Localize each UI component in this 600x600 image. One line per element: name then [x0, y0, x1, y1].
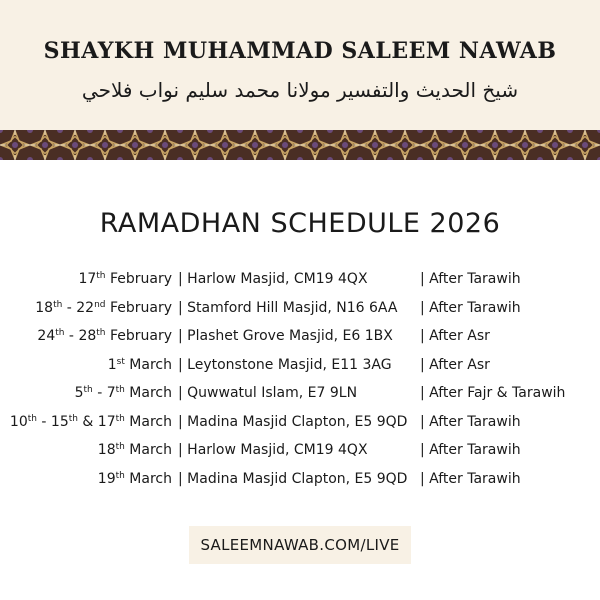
geometric-pattern-band	[0, 130, 600, 160]
date-suffix-start: th	[115, 470, 125, 481]
date-day-end: 15	[50, 413, 69, 430]
date-suffix-end: th	[68, 413, 78, 424]
time-cell: | After Tarawih	[420, 299, 521, 316]
date-separator: -	[92, 385, 107, 401]
date-cell	[75, 385, 172, 401]
date-month: March	[124, 442, 172, 458]
website-link[interactable]: SALEEMNAWAB.COM/LIVE	[189, 526, 411, 564]
schedule-row	[0, 379, 600, 408]
date-suffix-start: th	[55, 328, 65, 338]
venue-cell: | Madina Masjid Clapton, E5 9QD	[178, 413, 408, 430]
schedule-row	[0, 351, 600, 380]
date-day-start: 18	[97, 442, 116, 458]
date-day-start: 19	[97, 470, 116, 487]
venue-cell: | Harlow Masjid, CM19 4QX	[178, 271, 368, 287]
date-day-start: 17	[78, 271, 97, 287]
time-cell: | After Asr	[420, 328, 490, 344]
date-suffix-end: nd	[94, 299, 106, 310]
date-month: March	[124, 385, 172, 401]
schedule-row	[0, 322, 600, 351]
date-suffix-start: th	[27, 413, 37, 424]
date-separator: -	[62, 299, 77, 316]
header-banner	[0, 0, 600, 130]
time-cell: | After Tarawih	[420, 271, 521, 287]
date-month: & 17th March	[77, 413, 172, 430]
schedule-row	[0, 465, 600, 494]
date-cell	[108, 357, 172, 373]
schedule-row	[0, 294, 600, 323]
date-cell	[37, 328, 172, 344]
schedule-list	[0, 265, 600, 493]
speaker-name: SHAYKH MUHAMMAD SALEEM NAWAB	[43, 38, 557, 64]
venue-cell: | Plashet Grove Masjid, E6 1BX	[178, 328, 393, 344]
date-suffix-start: th	[83, 385, 93, 395]
date-suffix-start: th	[96, 271, 106, 281]
venue-cell: | Quwwatul Islam, E7 9LN	[178, 385, 358, 401]
time-cell: | After Tarawih	[420, 442, 521, 458]
schedule-title: RAMADHAN SCHEDULE 2026	[99, 208, 501, 239]
date-suffix-end: th	[96, 328, 106, 338]
venue-cell: | Harlow Masjid, CM19 4QX	[178, 442, 368, 458]
islamic-pattern-icon	[0, 130, 600, 160]
date-cell	[78, 271, 172, 287]
date-day-start: 18	[35, 299, 54, 316]
time-cell: | After Fajr & Tarawih	[420, 385, 566, 401]
date-cell	[98, 471, 172, 487]
date-month: February	[105, 328, 172, 344]
date-suffix-start: th	[53, 299, 63, 310]
date-month: February	[105, 299, 172, 316]
date-separator: -	[64, 328, 79, 344]
time-cell: | After Tarawih	[420, 470, 521, 487]
date-day-end: 28	[78, 328, 97, 344]
date-separator: -	[36, 413, 51, 430]
date-cell	[10, 414, 172, 430]
venue-cell: | Madina Masjid Clapton, E5 9QD	[178, 470, 408, 487]
date-suffix-end: th	[115, 385, 125, 395]
date-day-start: 24	[37, 328, 56, 344]
speaker-name-arabic: شيخ الحديث والتفسير مولانا محمد سليم نواب فلاحي	[81, 78, 519, 102]
schedule-row	[0, 408, 600, 437]
date-month: February	[105, 271, 172, 287]
date-suffix-start: th	[115, 442, 125, 452]
date-month: March	[124, 470, 172, 487]
date-day-start: 1	[107, 356, 117, 373]
schedule-row	[0, 265, 600, 294]
date-cell	[35, 300, 172, 316]
venue-cell: | Leytonstone Masjid, E11 3AG	[178, 356, 392, 373]
date-day-start: 10	[9, 413, 28, 430]
date-day-end: 22	[76, 299, 95, 316]
venue-cell: | Stamford Hill Masjid, N16 6AA	[178, 299, 398, 316]
date-month: March	[124, 356, 172, 373]
date-day-start: 5	[74, 385, 84, 401]
date-cell	[98, 442, 172, 458]
schedule-row	[0, 436, 600, 465]
date-suffix-start: st	[116, 356, 125, 367]
time-cell: | After Tarawih	[420, 413, 521, 430]
date-day-end: 7	[106, 385, 116, 401]
time-cell: | After Asr	[420, 356, 490, 373]
